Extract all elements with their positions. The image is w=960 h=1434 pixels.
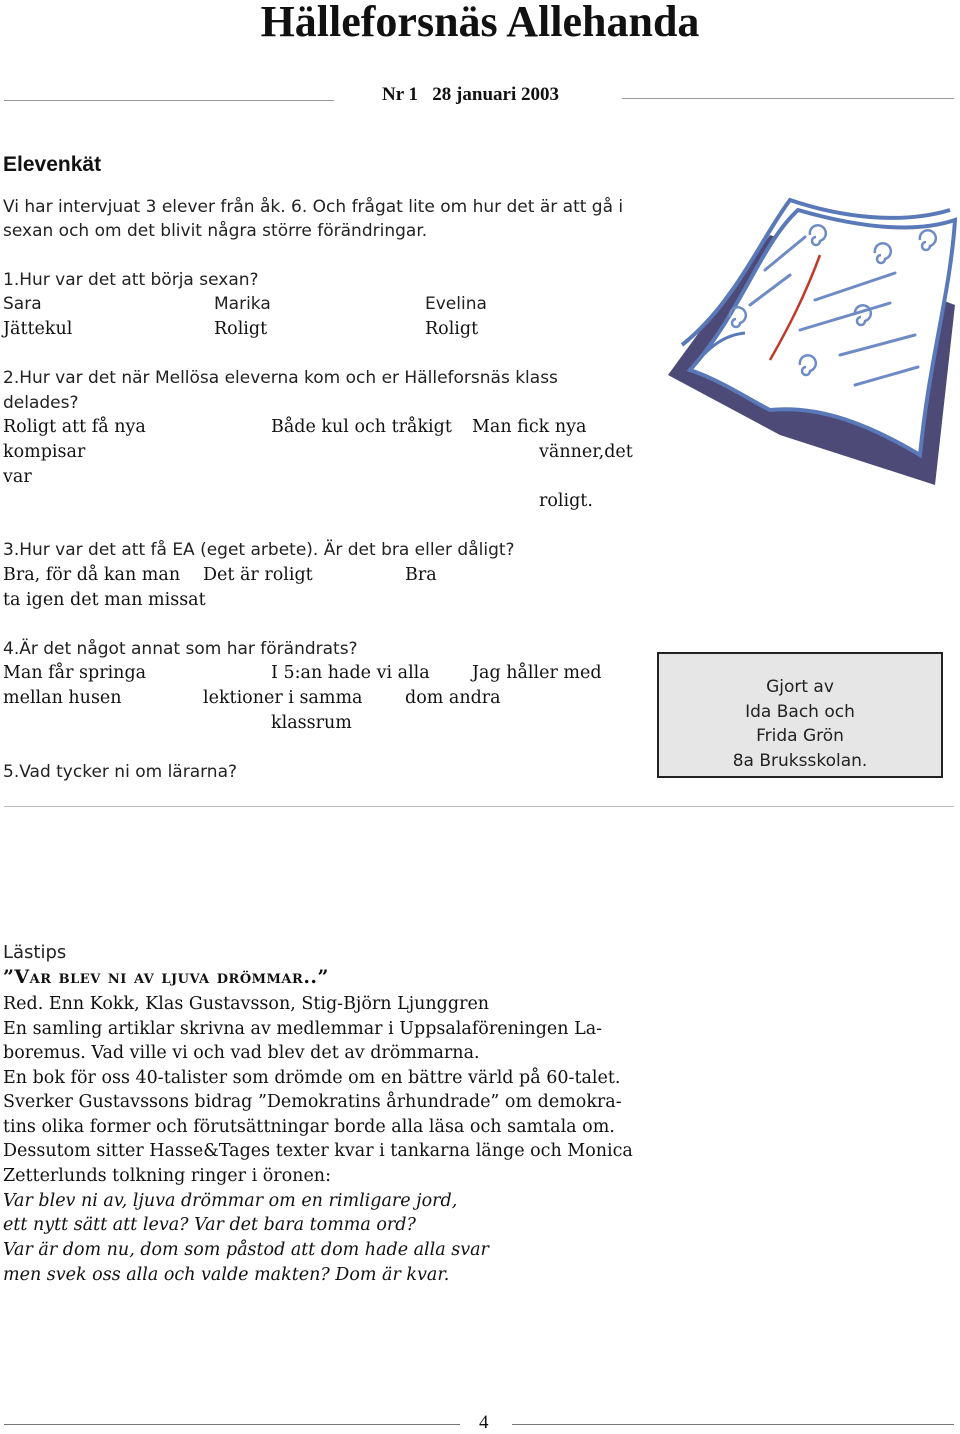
q4-answer-1-line-2: mellan husen [3,688,122,708]
poem-line-1: Var blev ni av, ljuva drömmar om en rimligare jord, [3,1191,458,1211]
masthead-rule-left [4,100,334,101]
q1-name-evelina: Evelina [425,294,487,314]
question-3: 3.Hur var det att få EA (eget arbete). Är det bra eller dåligt? [3,540,515,560]
footer-rule-left [4,1424,460,1425]
question-1: 1.Hur var det att börja sexan? [3,270,259,290]
poem-line-2: ett nytt sätt att leva? Var det bara tomma ord? [3,1215,416,1235]
poem-line-4: men svek oss alla och valde makten? Dom är kvar. [3,1265,450,1285]
poem-line-3: Var är dom nu, dom som påstod att dom hade alla svar [3,1240,489,1260]
paper-stack-illustration [650,195,960,495]
q1-answer-sara: Jättekul [3,319,73,339]
q2-answer-3-line-1: Man fick nya [472,417,587,437]
q2-answer-1-line-2: kompisar [3,442,86,462]
q3-answer-3: Bra [405,565,437,585]
q2-answer-2: Både kul och tråkigt [271,417,452,437]
tip-book-title: ”Var blev ni av ljuva drömmar..” [3,966,329,988]
q3-answer-1-line-1: Bra, för då kan man [3,565,181,585]
tip-text-line-2: boremus. Vad ville vi och vad blev det av drömmarna. [3,1043,480,1063]
masthead: Hälleforsnäs Allehanda [260,0,700,46]
tip-text-line-1: En samling artiklar skrivna av medlemmar i Uppsalaföreningen La- [3,1019,603,1039]
credit-line-2: Ida Bach och [745,701,855,722]
credit-line-3: Frida Grön [756,726,844,746]
tip-text-line-7: Zetterlunds tolkning ringer i öronen: [3,1166,331,1186]
credit-box [657,652,943,778]
page-number: 4 [479,1412,489,1433]
issue-line: Nr 1 28 januari 2003 [382,84,559,105]
question-2-line-1: 2.Hur var det när Mellösa eleverna kom och er Hälleforsnäs klass [3,368,558,388]
question-5: 5.Vad tycker ni om lärarna? [3,762,238,782]
credit-line-4: 8a Bruksskolan. [732,750,868,771]
q1-name-marika: Marika [214,294,271,314]
q4-answer-3-line-2: dom andra [405,688,501,708]
q2-answer-3-line-2: vänner,det [539,442,633,462]
tip-text-line-6: Dessutom sitter Hasse&Tages texter kvar i tankarna länge och Monica [3,1141,633,1161]
q1-answer-marika: Roligt [214,319,268,339]
footer-rule-right [512,1424,954,1425]
q4-answer-2-line-1: I 5:an hade vi alla [271,663,430,683]
q4-answer-2-line-3: klassrum [271,713,352,733]
section-divider [4,806,954,807]
q4-answer-2-line-2: lektioner i samma [203,688,363,708]
tip-text-line-5: tins olika former och förutsättningar borde alla läsa och samtala om. [3,1117,615,1137]
q3-answer-1-line-2: ta igen det man missat [3,590,206,610]
q2-answer-3-line-3: roligt. [539,491,593,511]
tip-editors: Red. Enn Kokk, Klas Gustavsson, Stig-Björn Ljunggren [3,994,490,1014]
q4-answer-3-line-1: Jag håller med [472,663,602,683]
q1-name-sara: Sara [3,294,42,314]
intro-line-1: Vi har intervjuat 3 elever från åk. 6. Och frågat lite om hur det är att gå i [3,197,624,217]
q2-answer-1-line-1: Roligt att få nya [3,417,146,437]
intro-line-2: sexan och om det blivit några större förändringar. [3,221,428,241]
masthead-rule-right [622,98,954,99]
tip-text-line-3: En bok för oss 40-talister som drömde om en bättre värld på 60-talet. [3,1068,621,1088]
q4-answer-1-line-1: Man får springa [3,663,147,683]
q2-answer-1-line-3: var [3,467,32,487]
question-2-line-2: delades? [3,393,79,413]
tip-text-line-4: Sverker Gustavssons bidrag ”Demokratins århundrade” om demokra- [3,1092,622,1112]
question-4: 4.Är det något annat som har förändrats? [3,639,358,659]
q1-answer-evelina: Roligt [425,319,479,339]
tip-label: Lästips [3,942,67,963]
q3-answer-2: Det är roligt [203,565,313,585]
credit-line-1: Gjort av [766,677,834,697]
article-title: Elevenkät [3,153,102,176]
